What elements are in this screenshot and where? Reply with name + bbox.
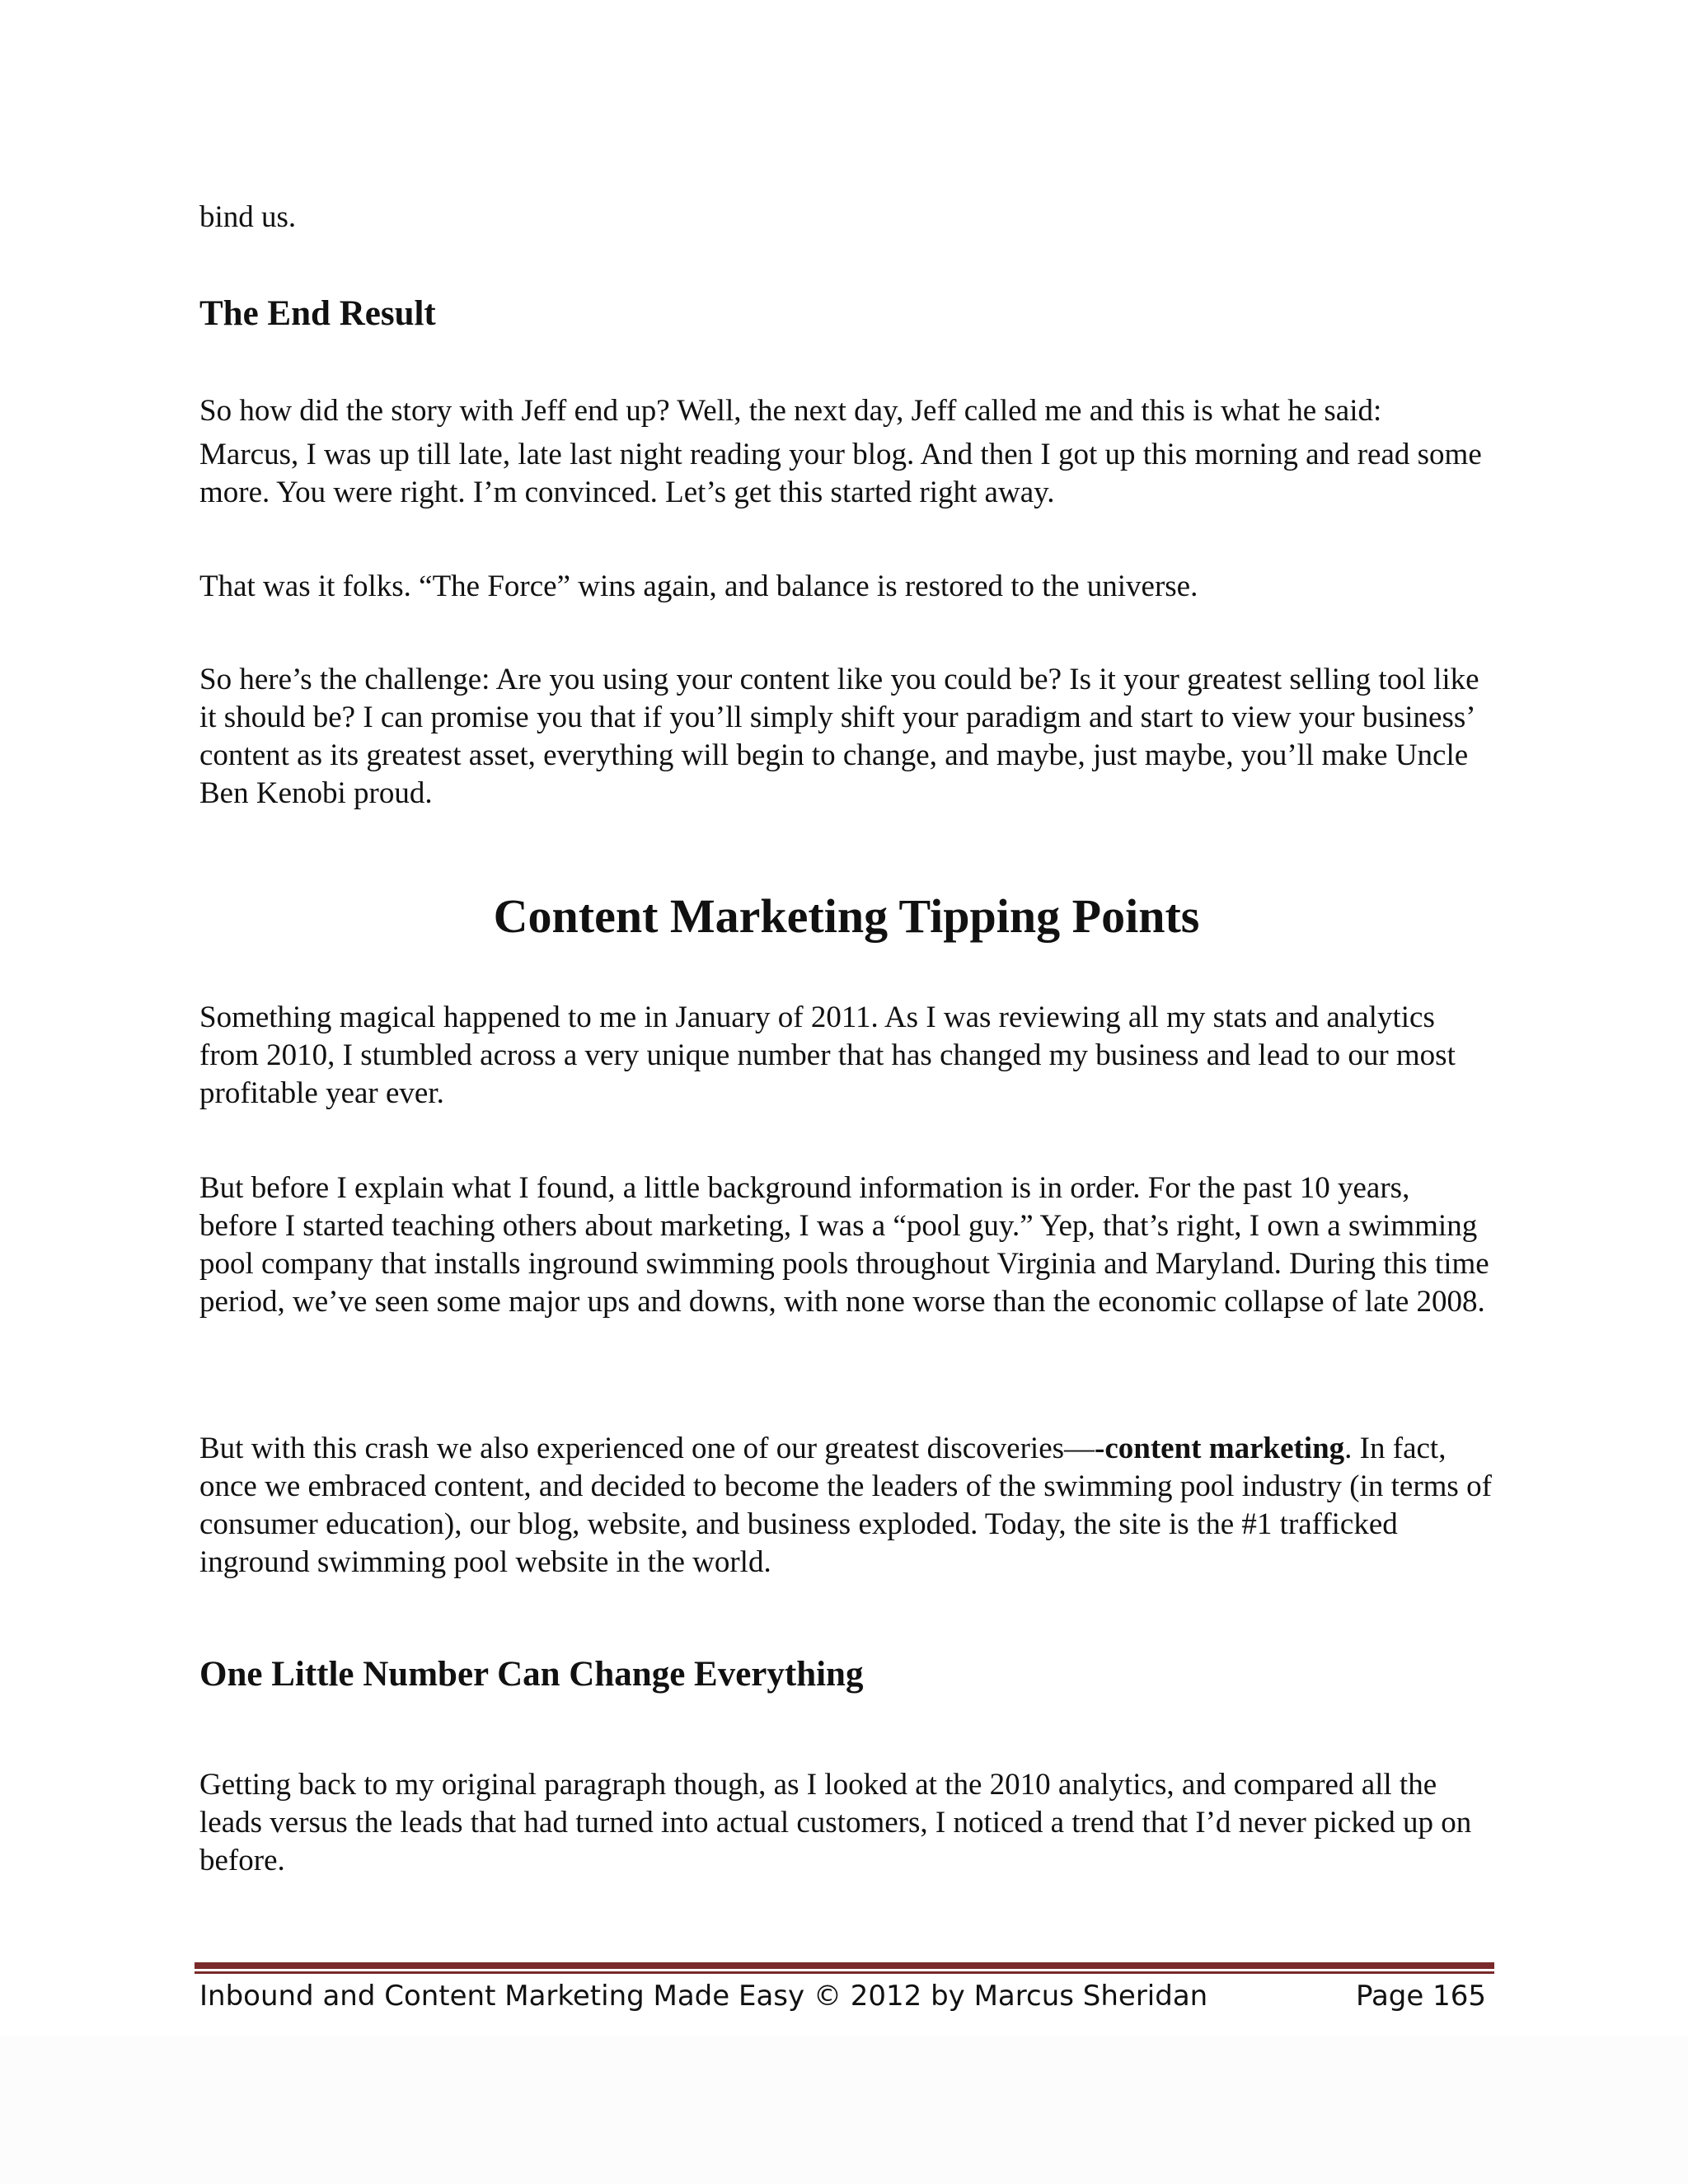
paragraph-jeff-intro: So how did the story with Jeff end up? Well, the next day, Jeff called me and this is what he said: <box>199 394 1382 428</box>
paragraph-background: But before I explain what I found, a little background information is in order. For the past 10 years, before I started teaching others about marketing, I was a “pool guy.” Yep, that’s right, I own a swimming pool company that installs inground swimming pools throughout Virginia and Maryland. During this time period, we’ve seen some major ups and downs, with none worse than the economic collapse of late 2008. <box>199 1171 1489 1319</box>
content-marketing-bold: -content marketing <box>1095 1432 1345 1465</box>
footer-copyright: Inbound and Content Marketing Made Easy © 2012 by Marcus Sheridan <box>199 1980 1208 2013</box>
paragraph-crash-end: . In fact, once we embraced content, and decided to become the leaders of the swimming pool industry (in terms of consumer education), our blog, website, and business exploded. Today, the site is the #1 trafficked inground swimming pool website in the world. <box>199 1432 1492 1579</box>
paragraph-crash <box>199 1430 1493 1582</box>
paragraph-force-wins: That was it folks. “The Force” wins again, and balance is restored to the universe. <box>199 569 1198 603</box>
paragraph-jeff-quote: Marcus, I was up till late, late last night reading your blog. And then I got up this morning and read some more. You were right. I’m convinced. Let’s get this started right away. <box>199 438 1482 509</box>
paragraph-challenge: So here’s the challenge: Are you using your content like you could be? Is it your greatest selling tool like it should be? I can promise you that if you’ll simply shift your paradigm and start to view your business’ content as its greatest asset, everything will begin to change, and maybe, just maybe, you’ll make Uncle Ben Kenobi proud. <box>199 663 1479 810</box>
chapter-title: Content Marketing Tipping Points <box>493 889 1200 943</box>
footer-rule-thick <box>195 1962 1494 1969</box>
footer-page-number: Page 165 <box>1355 1980 1486 2013</box>
footer-rule <box>195 1962 1494 1975</box>
paragraph-magical: Something magical happened to me in January of 2011. As I was reviewing all my stats and analytics from 2010, I stumbled across a very unique number that has changed my business and lead to our most profitable year ever. <box>199 1001 1456 1110</box>
footer-rule-thin <box>195 1971 1494 1974</box>
paragraph-crash-start: But with this crash we also experienced one of our greatest discoveries— <box>199 1432 1095 1465</box>
page-bottom-shade <box>0 2036 1688 2184</box>
heading-one-little-number: One Little Number Can Change Everything <box>199 1655 864 1694</box>
paragraph-analytics: Getting back to my original paragraph though, as I looked at the 2010 analytics, and compared all the leads versus the leads that had turned into actual customers, I noticed a trend that I’d never picked up on before. <box>199 1768 1472 1877</box>
continuation-text: bind us. <box>199 200 297 234</box>
heading-end-result: The End Result <box>199 294 436 333</box>
